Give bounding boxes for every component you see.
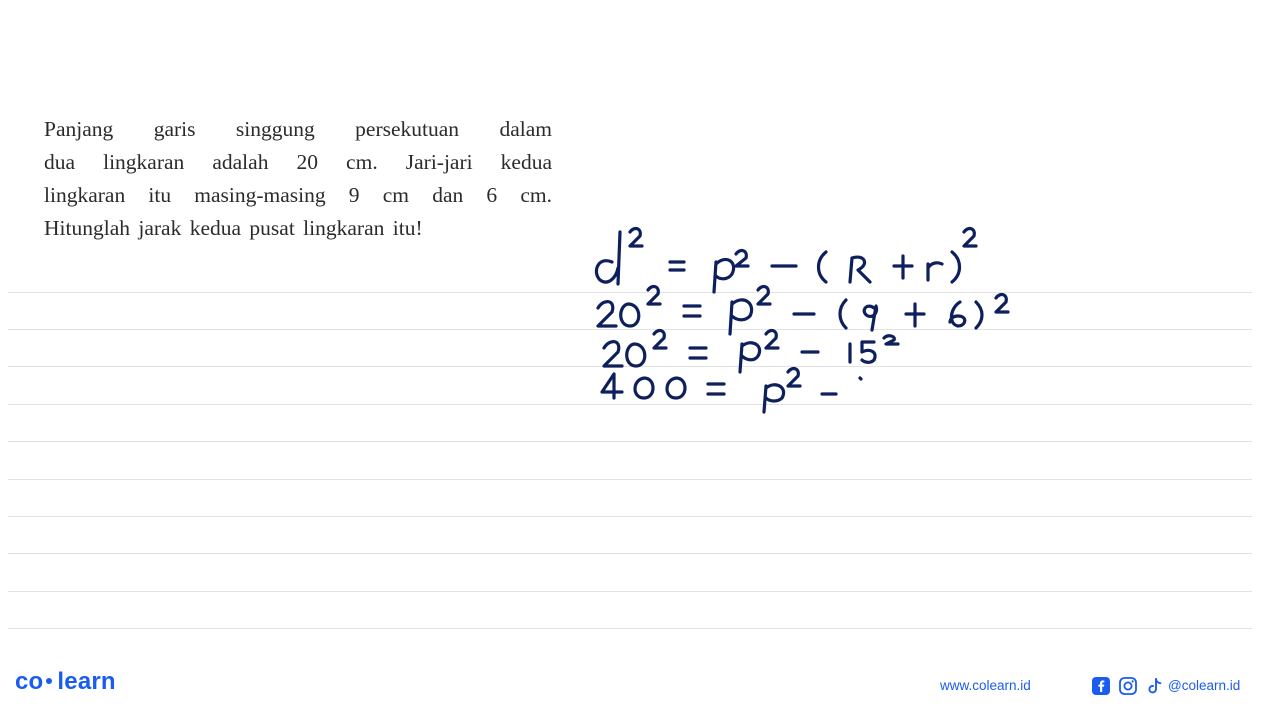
- ruled-line: [8, 329, 1252, 330]
- instagram-icon[interactable]: [1118, 676, 1138, 696]
- problem-line-4: Hitunglah jarak kedua pusat lingkaran itu!: [44, 216, 423, 240]
- logo-dot-icon: [46, 678, 52, 684]
- ruled-line: [8, 292, 1252, 293]
- handwriting-line-4: [602, 369, 861, 412]
- handwriting-line-1: [596, 229, 976, 292]
- social-icons: [1091, 676, 1165, 696]
- problem-line-1: Panjang garis singgung persekutuan dalam: [44, 117, 552, 141]
- logo-text-co: co: [15, 668, 44, 695]
- social-handle[interactable]: @colearn.id: [1168, 678, 1241, 693]
- ruled-line: [8, 628, 1252, 629]
- logo-text-learn: learn: [57, 668, 116, 695]
- problem-line-3: lingkaran itu masing-masing 9 cm dan 6 cm.: [44, 183, 552, 207]
- handwriting-line-2: [598, 287, 1008, 334]
- problem-statement: [44, 113, 552, 245]
- colearn-logo[interactable]: [15, 668, 116, 696]
- ruled-line: [8, 479, 1252, 480]
- problem-line-2: dua lingkaran adalah 20 cm. Jari-jari kedua: [44, 150, 552, 174]
- facebook-icon[interactable]: [1091, 676, 1111, 696]
- ruled-line: [8, 366, 1252, 367]
- ruled-line: [8, 516, 1252, 517]
- tiktok-icon[interactable]: [1145, 676, 1165, 696]
- ruled-line: [8, 404, 1252, 405]
- ruled-line: [8, 553, 1252, 554]
- ruled-line: [8, 591, 1252, 592]
- website-link[interactable]: www.colearn.id: [940, 678, 1031, 693]
- ruled-line: [8, 441, 1252, 442]
